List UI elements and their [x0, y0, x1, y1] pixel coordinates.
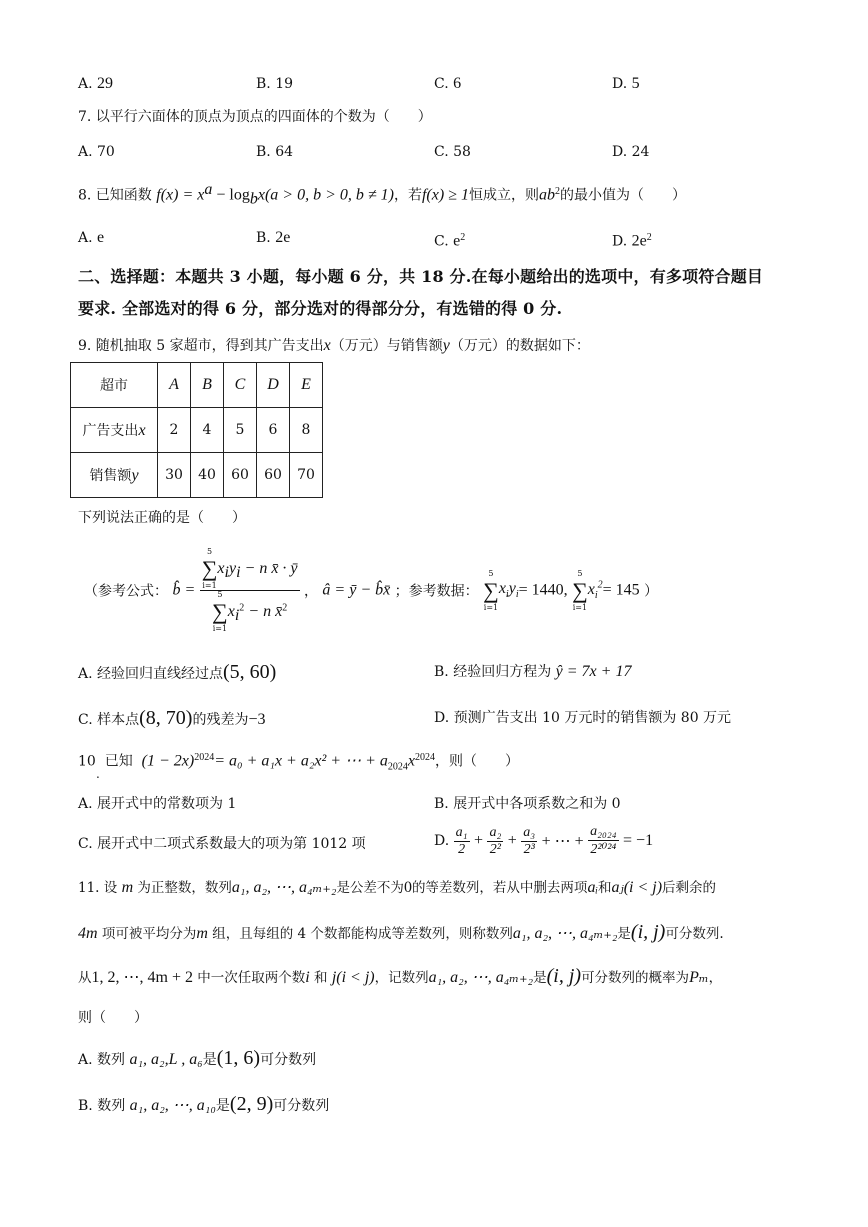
q11-option-b: B. 数列 a₁, a₂, ⋯, a₁₀是(2, 9)可分数列 [78, 1093, 330, 1115]
q10-option-b: B. 展开式中各项系数之和为 0 [434, 796, 621, 812]
q8-option-a: A. e [78, 229, 105, 246]
q9-option-d: D. 预测广告支出 10 万元时的销售额为 80 万元 [434, 710, 732, 726]
section-2-heading-cont: 要求. 全部选对的得 6 分，部分选对的得部分分，有选错的得 0 分. [78, 299, 563, 318]
q8-option-b: B. 2e [256, 229, 291, 246]
b-hat-fraction: 5 ∑ i=1 $x_iy_i - n$ x̄ · ȳ 5 ∑ i=1 $x_i^2 - n$ x̄$^2$ [201, 547, 298, 633]
q7-option-b: B. 64 [256, 144, 294, 160]
q6-option-d: D. 5 [612, 75, 640, 92]
table-row: 销售额y 30 40 60 60 70 [71, 453, 323, 498]
q8-stem: 8. 已知函数 $f(x) = x^a - \log_bx(a > 0$, b > 0, b ≠ 1)，若f(x) ≥ 1恒成立，则$ab^2$的最小值为（ ） [78, 181, 686, 208]
q9-reference-formula: （参考公式： b̂ = 5 ∑ i=1 $x_iy_i - n$ x̄ · ȳ 5 ∑ i=1 $x_i^2 - n$ x̄$^2$ ， â = ȳ − b̂x̄ ；参考数据： 5 ∑ i=1 $x_iy_i= 1440$, 5 ∑ i=1 $x_i^2= 145$ ） [84, 547, 659, 633]
q9-stem: 9. 随机抽取 5 家超市，得到其广告支出x（万元）与销售额y（万元）的数据如下： [78, 337, 590, 354]
q6-option-a: A. 29 [78, 75, 114, 92]
table-row: 超市 A B C D E [71, 363, 323, 408]
q10-option-d: D. $\frac{\text{a₁}}{2}$ + $\frac{\text{a₂}}{\text{2²}}$ + $\frac{\text{a₃}}{\text{2³}}$ + ⋯ + $\frac{\text{a₂₀₂₄}}{\text{2²⁰²⁴}}$ = −1 [434, 824, 654, 857]
q11-line-3: 从1, 2, ⋯, 4m + 2 中一次任取两个数i 和 j(i < j)，记数列a₁, a₂, ⋯, a₄ₘ₊₂是(i, j)可分数列的概率为Pₘ， [78, 965, 723, 987]
q7-option-a: A. 70 [78, 144, 115, 160]
q8-function: f(x) = x [156, 186, 205, 204]
q7-stem: 7. 以平行六面体的顶点为顶点的四面体的个数为（ ） [78, 109, 432, 125]
q11-line-4: 则（ ） [78, 1010, 148, 1026]
q9-option-a: A. 经验回归直线经过点(5, 60) [78, 661, 277, 683]
q9-option-c: C. 样本点(8, 70)的残差为−3 [78, 707, 266, 729]
table-row: 广告支出x 2 4 5 6 8 [71, 408, 323, 453]
q8-option-d: D. $2e^2$ [612, 232, 652, 250]
q11-option-a: A. 数列 a₁, a₂,L , a₆是(1, 6)可分数列 [78, 1047, 317, 1069]
q6-option-c: C. 6 [434, 75, 462, 92]
q11-line-1: 11. 设 m 为正整数，数列a₁, a₂, ⋯, a₄ₘ₊₂是公差不为0的等差数列，若从中删去两项aᵢ和aⱼ(i < j)后剩余的 [78, 879, 717, 896]
q7-option-c: C. 58 [434, 144, 471, 160]
q10-option-c: C. 展开式中二项式系数最大的项为第 1012 项 [78, 836, 366, 852]
q9-option-b: B. 经验回归方程为 ŷ = 7x + 17 [434, 663, 632, 680]
q7-option-d: D. 24 [612, 144, 650, 160]
q8-option-c: C. $e^2$ [434, 232, 466, 250]
q10-option-a: A. 展开式中的常数项为 1 [78, 796, 237, 812]
section-2-heading: 二、选择题：本题共 3 小题，每小题 6 分，共 18 分.在每小题给出的选项中，有多项符合题目 [78, 267, 764, 286]
q9-data-table [70, 362, 323, 498]
q6-option-b: B. 19 [256, 76, 294, 92]
q10-dot: . [96, 767, 100, 781]
q11-line-2: 4m 项可被平均分为m 组，且每组的 4 个数都能构成等差数列，则称数列a₁, a₂, ⋯, a₄ₘ₊₂是(i, j)可分数列. [78, 921, 724, 943]
q9-prompt: 下列说法正确的是（ ） [78, 510, 246, 526]
q10-stem: 10 已知 $(1 - 2x)^{2024}= a_0 + a_1x + a_2x^2$ + ⋯ + $a_{2024}x^{2024}$，则（ ） [78, 752, 519, 773]
